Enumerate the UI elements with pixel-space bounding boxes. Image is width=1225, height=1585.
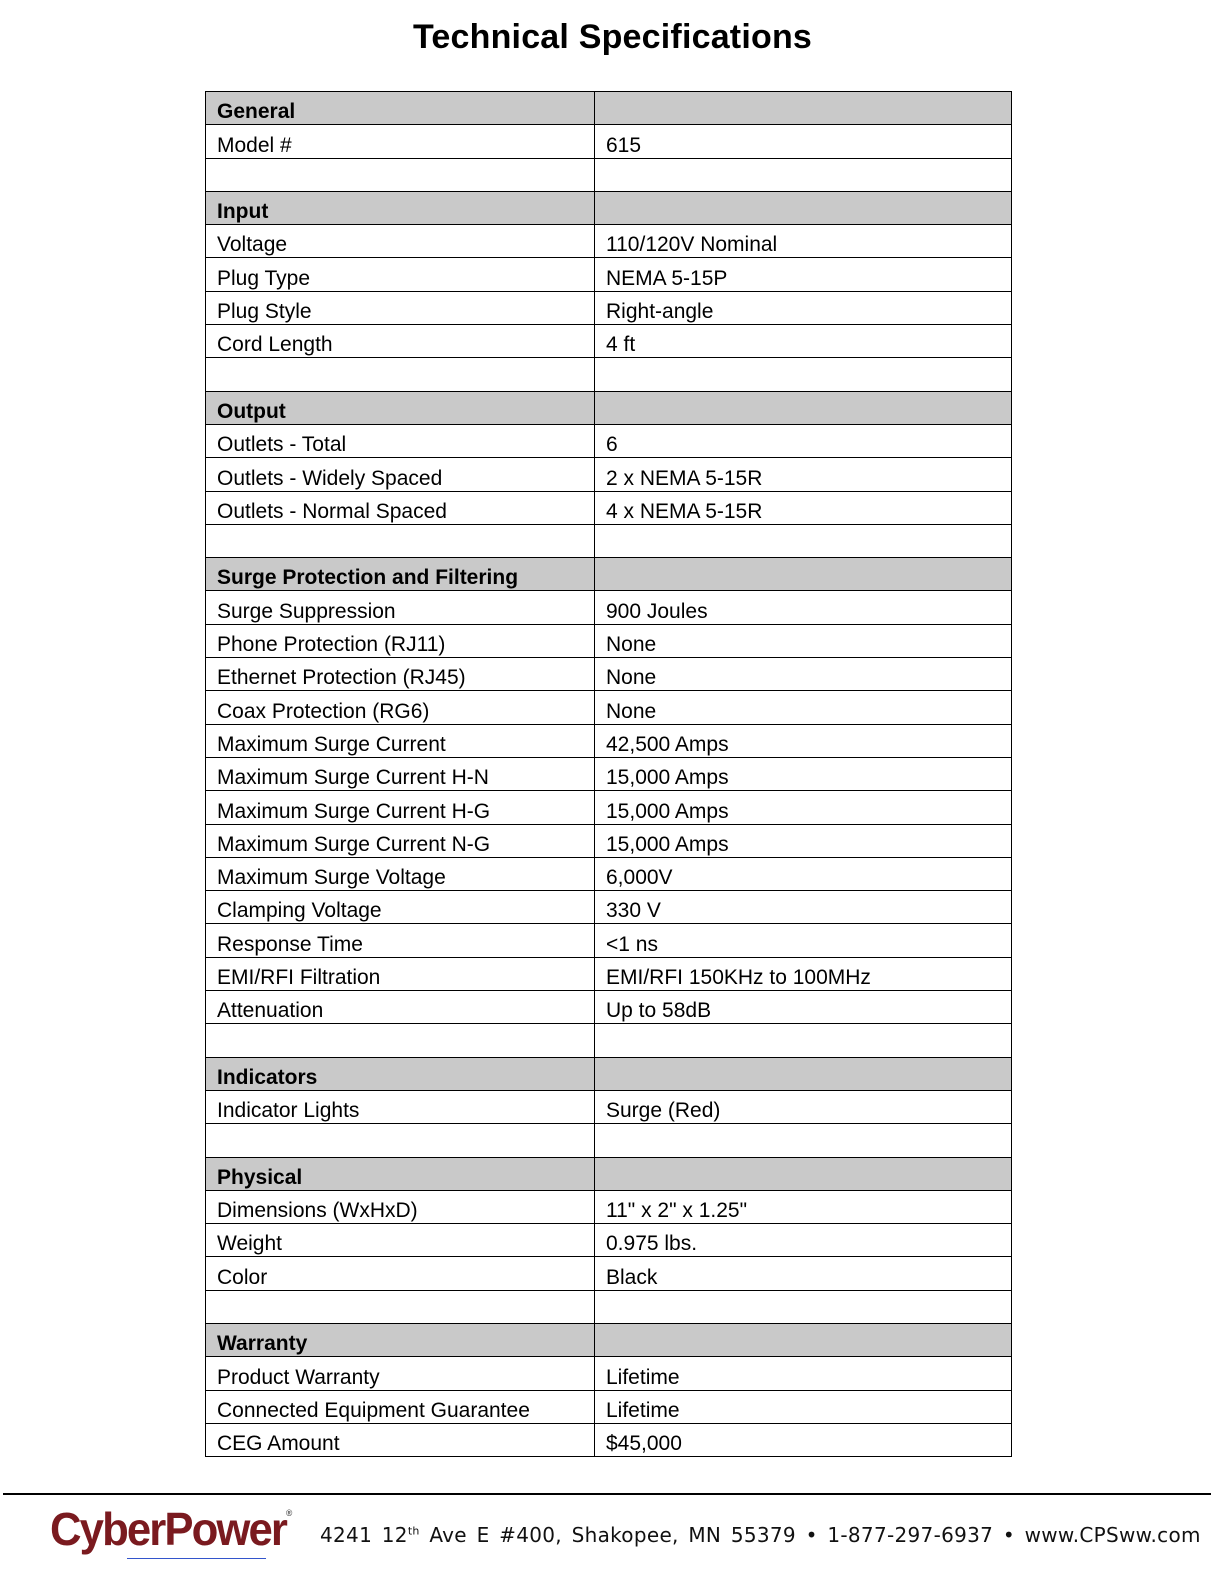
spec-row <box>206 1390 1012 1423</box>
spec-row <box>206 1190 1012 1223</box>
spacer-cell <box>206 1290 595 1323</box>
spacer-cell <box>595 1290 1012 1323</box>
spec-label: Maximum Surge Current N-G <box>206 824 595 857</box>
spec-label: EMI/RFI Filtration <box>206 957 595 990</box>
spacer-cell <box>206 158 595 191</box>
spec-label: Product Warranty <box>206 1357 595 1390</box>
spec-value: Right-angle <box>595 291 1012 324</box>
spacer-cell <box>595 158 1012 191</box>
spec-row <box>206 957 1012 990</box>
spec-label: Coax Protection (RG6) <box>206 691 595 724</box>
spec-value: 330 V <box>595 891 1012 924</box>
spec-label: CEG Amount <box>206 1423 595 1456</box>
spec-row <box>206 1357 1012 1390</box>
spec-row <box>206 1090 1012 1123</box>
spec-value: EMI/RFI 150KHz to 100MHz <box>595 957 1012 990</box>
spec-row <box>206 924 1012 957</box>
spec-row <box>206 824 1012 857</box>
spec-value: 110/120V Nominal <box>595 225 1012 258</box>
spec-value: 615 <box>595 125 1012 158</box>
spec-table <box>205 91 1012 1457</box>
spec-label: Maximum Surge Current H-N <box>206 757 595 790</box>
spec-label: Weight <box>206 1224 595 1257</box>
section-header <box>206 1157 1012 1190</box>
spec-value: Lifetime <box>595 1357 1012 1390</box>
spec-row <box>206 125 1012 158</box>
spec-row <box>206 757 1012 790</box>
spec-row <box>206 624 1012 657</box>
spec-row <box>206 225 1012 258</box>
spec-value: None <box>595 624 1012 657</box>
spec-label: Plug Type <box>206 258 595 291</box>
spec-row <box>206 424 1012 457</box>
section-heading: Warranty <box>206 1323 595 1356</box>
spacer-cell <box>595 524 1012 557</box>
section-header <box>206 1323 1012 1356</box>
section-heading: General <box>206 92 595 125</box>
page-title: Technical Specifications <box>412 18 813 56</box>
spec-label: Indicator Lights <box>206 1090 595 1123</box>
spec-value: Black <box>595 1257 1012 1290</box>
section-heading-blank <box>595 391 1012 424</box>
spec-value: Up to 58dB <box>595 991 1012 1024</box>
spec-value: Lifetime <box>595 1390 1012 1423</box>
spec-row <box>206 458 1012 491</box>
spec-value: 15,000 Amps <box>595 757 1012 790</box>
section-heading: Output <box>206 391 595 424</box>
spec-row <box>206 857 1012 890</box>
spacer-cell <box>595 358 1012 391</box>
spacer-cell <box>206 358 595 391</box>
spec-value: 4 x NEMA 5-15R <box>595 491 1012 524</box>
spec-label: Phone Protection (RJ11) <box>206 624 595 657</box>
spacer-cell <box>206 1124 595 1157</box>
logo-text: CyberPower <box>50 1503 287 1555</box>
spec-label: Attenuation <box>206 991 595 1024</box>
spec-label: Clamping Voltage <box>206 891 595 924</box>
spec-value: 15,000 Amps <box>595 824 1012 857</box>
spec-label: Cord Length <box>206 325 595 358</box>
spec-label: Color <box>206 1257 595 1290</box>
spec-value: 42,500 Amps <box>595 724 1012 757</box>
spacer-row <box>206 524 1012 557</box>
section-heading-blank <box>595 558 1012 591</box>
spec-row <box>206 1423 1012 1456</box>
spec-label: Outlets - Normal Spaced <box>206 491 595 524</box>
cyberpower-logo[interactable] <box>50 1502 292 1556</box>
spec-row <box>206 258 1012 291</box>
spacer-cell <box>595 1124 1012 1157</box>
spec-row <box>206 724 1012 757</box>
section-heading: Surge Protection and Filtering <box>206 558 595 591</box>
spec-label: Response Time <box>206 924 595 957</box>
spacer-row <box>206 158 1012 191</box>
spacer-row <box>206 1290 1012 1323</box>
section-header <box>206 191 1012 224</box>
logo-link-underline <box>127 1558 266 1559</box>
spec-value: 15,000 Amps <box>595 791 1012 824</box>
spec-row <box>206 591 1012 624</box>
spec-value: 2 x NEMA 5-15R <box>595 458 1012 491</box>
spec-row <box>206 1257 1012 1290</box>
section-heading-blank <box>595 1057 1012 1090</box>
section-heading-blank <box>595 1157 1012 1190</box>
address-number: 4241 12 <box>320 1523 408 1547</box>
spec-row <box>206 325 1012 358</box>
section-heading: Input <box>206 191 595 224</box>
section-heading-blank <box>595 1323 1012 1356</box>
spec-label: Plug Style <box>206 291 595 324</box>
spacer-row <box>206 1024 1012 1057</box>
spec-label: Maximum Surge Current <box>206 724 595 757</box>
spacer-row <box>206 1124 1012 1157</box>
spec-label: Outlets - Total <box>206 424 595 457</box>
spec-row <box>206 991 1012 1024</box>
address-rest: Ave E #400, Shakopee, MN 55379 • 1-877-297-6937 • www.CPSww.com <box>419 1523 1201 1547</box>
spec-value: 6 <box>595 424 1012 457</box>
section-header <box>206 558 1012 591</box>
spec-row <box>206 658 1012 691</box>
section-heading: Physical <box>206 1157 595 1190</box>
spec-value: None <box>595 691 1012 724</box>
spec-value: $45,000 <box>595 1423 1012 1456</box>
spacer-cell <box>206 1024 595 1057</box>
spec-row <box>206 891 1012 924</box>
section-heading-blank <box>595 191 1012 224</box>
spec-label: Outlets - Widely Spaced <box>206 458 595 491</box>
spec-label: Model # <box>206 125 595 158</box>
section-header <box>206 1057 1012 1090</box>
spacer-cell <box>595 1024 1012 1057</box>
spec-row <box>206 691 1012 724</box>
registered-mark: ® <box>286 1508 293 1518</box>
spec-label: Maximum Surge Voltage <box>206 857 595 890</box>
spacer-row <box>206 358 1012 391</box>
spec-label: Voltage <box>206 225 595 258</box>
spec-label: Surge Suppression <box>206 591 595 624</box>
spec-value: 11" x 2" x 1.25" <box>595 1190 1012 1223</box>
spec-label: Dimensions (WxHxD) <box>206 1190 595 1223</box>
spec-label: Connected Equipment Guarantee <box>206 1390 595 1423</box>
address-suffix: th <box>407 1524 420 1538</box>
spec-row <box>206 1224 1012 1257</box>
section-header <box>206 92 1012 125</box>
spec-value: None <box>595 658 1012 691</box>
spec-value: Surge (Red) <box>595 1090 1012 1123</box>
section-heading: Indicators <box>206 1057 595 1090</box>
spacer-cell <box>206 524 595 557</box>
section-heading-blank <box>595 92 1012 125</box>
section-header <box>206 391 1012 424</box>
spec-value: 0.975 lbs. <box>595 1224 1012 1257</box>
spec-value: 4 ft <box>595 325 1012 358</box>
footer-divider <box>3 1493 1211 1495</box>
spec-value: 6,000V <box>595 857 1012 890</box>
spec-row <box>206 291 1012 324</box>
spec-value: NEMA 5-15P <box>595 258 1012 291</box>
spec-label: Maximum Surge Current H-G <box>206 791 595 824</box>
footer-address <box>320 1523 1201 1547</box>
spec-value: <1 ns <box>595 924 1012 957</box>
spec-row <box>206 491 1012 524</box>
spec-row <box>206 791 1012 824</box>
spec-label: Ethernet Protection (RJ45) <box>206 658 595 691</box>
spec-value: 900 Joules <box>595 591 1012 624</box>
